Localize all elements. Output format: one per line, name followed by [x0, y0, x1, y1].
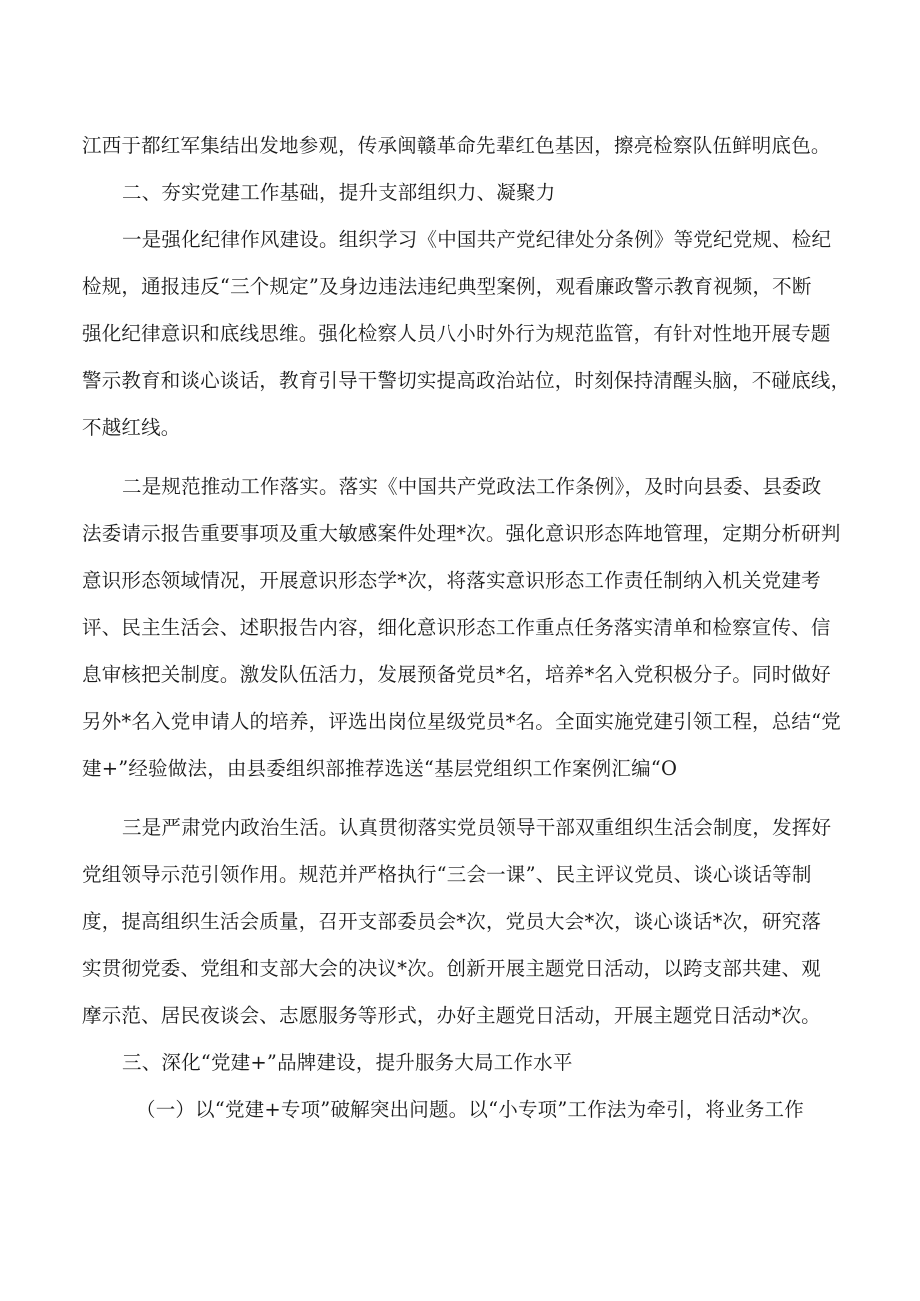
paragraph-line: 党组领导示范引领作用。规范并严格执行“三会一课”、民主评议党员、谈心谈话等制 — [82, 863, 812, 886]
paragraph-line: 息审核把关制度。激发队伍活力，发展预备党员*名，培养*名入党积极分子。同时做好 — [82, 663, 831, 686]
paragraph-line: 检规，通报违反“三个规定”及身边违法违纪典型案例，观看廉政警示教育视频，不断 — [82, 275, 812, 298]
paragraph-line: 不越红线。 — [82, 416, 181, 439]
paragraph-line: 度，提高组织生活会质量，召开支部委员会*次，党员大会*次，谈心谈话*次，研究落 — [82, 910, 822, 933]
paragraph-line: 法委请示报告重要事项及重大敏感案件处理*次。强化意识形态阵地管理，定期分析研判 — [82, 522, 841, 545]
paragraph-line: 警示教育和谈心谈话，教育引导干警切实提高政治站位，时刻保持清醒头脑，不碰底线， — [82, 369, 851, 392]
paragraph-line: 三是严肃党内政治生活。认真贯彻落实党员领导干部双重组织生活会制度，发挥好 — [122, 816, 832, 839]
paragraph-line: 评、民主生活会、述职报告内容，细化意识形态工作重点任务落实清单和检察宣传、信 — [82, 616, 831, 639]
section-heading-3: 三、深化“党建+”品牌建设，提升服务大局工作水平 — [122, 1051, 573, 1074]
paragraph-line: 建+”经验做法，由县委组织部推荐选送“基层党组织工作案例汇编“O — [82, 757, 678, 780]
paragraph-line: 一是强化纪律作风建设。组织学习《中国共产党纪律处分条例》等党纪党规、检纪 — [122, 228, 832, 251]
paragraph-line: 实贯彻党委、党组和支部大会的决议*次。创新开展主题党日活动，以跨支部共建、观 — [82, 957, 821, 980]
paragraph-line: 江西于都红军集结出发地参观，传承闽赣革命先辈红色基因，擦亮检察队伍鲜明底色。 — [82, 134, 831, 157]
paragraph-line: 强化纪律意识和底线思维。强化检察人员八小时外行为规范监管，有针对性地开展专题 — [82, 322, 831, 345]
section-heading-2: 二、夯实党建工作基础，提升支部组织力、凝聚力 — [122, 181, 556, 204]
paragraph-line: 另外*名入党申请人的培养，评选出岗位星级党员*名。全面实施党建引领工程，总结“党 — [82, 710, 841, 733]
paragraph-line: 二是规范推动工作落实。落实《中国共产党政法工作条例》，及时向县委、县委政 — [122, 475, 822, 498]
paragraph-line: 意识形态领域情况，开展意识形态学*次，将落实意识形态工作责任制纳入机关党建考 — [82, 569, 821, 592]
paragraph-line: （一）以“党建+专项”破解突出问题。以“小专项”工作法为牵引，将业务工作 — [136, 1098, 804, 1121]
paragraph-line: 摩示范、居民夜谈会、志愿服务等形式，办好主题党日活动，开展主题党日活动*次。 — [82, 1004, 821, 1027]
